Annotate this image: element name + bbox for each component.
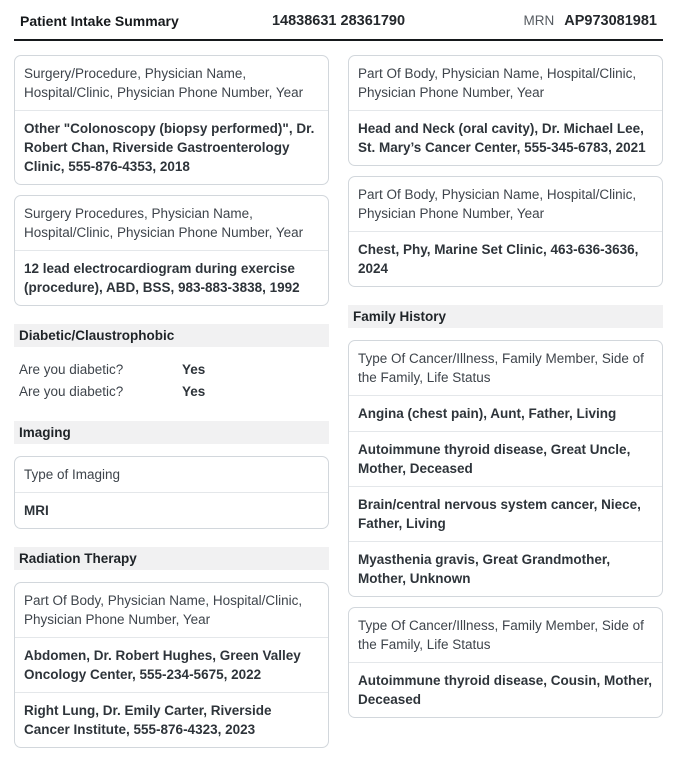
radiation-therapy-card: [14, 582, 329, 748]
family-history-card-1: [348, 340, 663, 597]
section-header-family-history: Family History: [348, 305, 663, 328]
card-data-row: Autoimmune thyroid disease, Cousin, Mother, Deceased: [349, 662, 662, 717]
diabetic-questions: [14, 359, 329, 403]
card-data-row: Abdomen, Dr. Robert Hughes, Green Valley Oncology Center, 555-234-5675, 2022: [15, 637, 328, 692]
page-header: [14, 0, 663, 41]
mrn-value: AP973081981: [564, 13, 657, 29]
section-header-diabetic-claustrophobic: Diabetic/Claustrophobic: [14, 324, 329, 347]
question-row: [14, 359, 329, 381]
page-title: Patient Intake Summary: [20, 13, 179, 29]
question-answer: Yes: [182, 362, 206, 377]
card-data-row: Brain/central nervous system cancer, Niece, Father, Living: [349, 486, 662, 541]
patient-id-numbers: 14838631 28361790: [271, 13, 406, 29]
surgery-procedure-card-2: [14, 195, 329, 306]
family-history-card-2: [348, 607, 663, 718]
right-column: [348, 55, 663, 758]
card-data-row: MRI: [15, 492, 328, 528]
section-header-imaging: Imaging: [14, 421, 329, 444]
card-data-row: Chest, Phy, Marine Set Clinic, 463-636-3636, 2024: [349, 231, 662, 286]
left-column: [14, 55, 329, 758]
card-data-row: Other "Colonoscopy (biopsy performed)", Dr. Robert Chan, Riverside Gastroenterology Clinic, 555-876-4353, 2018: [15, 110, 328, 184]
card-data-row: Autoimmune thyroid disease, Great Uncle, Mother, Deceased: [349, 431, 662, 486]
card-header-row: Surgery Procedures, Physician Name, Hospital/Clinic, Physician Phone Number, Year: [24, 206, 304, 240]
part-of-body-card-1: [348, 55, 663, 166]
card-data-row: Head and Neck (oral cavity), Dr. Michael Lee, St. Mary’s Cancer Center, 555-345-6783, 2021: [349, 110, 662, 165]
card-data-row: Right Lung, Dr. Emily Carter, Riverside Cancer Institute, 555-876-4323, 2023: [15, 692, 328, 747]
content-columns: [14, 55, 663, 758]
section-header-radiation-therapy: Radiation Therapy: [14, 547, 329, 570]
question-row: [14, 381, 329, 403]
card-header-row: Part Of Body, Physician Name, Hospital/Clinic, Physician Phone Number, Year: [24, 593, 303, 627]
card-data-row: Myasthenia gravis, Great Grandmother, Mother, Unknown: [349, 541, 662, 596]
card-header-row: Part Of Body, Physician Name, Hospital/Clinic, Physician Phone Number, Year: [358, 187, 637, 221]
card-header-row: Surgery/Procedure, Physician Name, Hospital/Clinic, Physician Phone Number, Year: [24, 66, 304, 100]
mrn-group: [524, 13, 657, 29]
card-header-row: Type of Imaging: [24, 467, 121, 482]
question-label: Are you diabetic?: [19, 384, 124, 399]
card-header-row: Part Of Body, Physician Name, Hospital/Clinic, Physician Phone Number, Year: [358, 66, 637, 100]
card-data-row: 12 lead electrocardiogram during exercise (procedure), ABD, BSS, 983-883-3838, 1992: [15, 250, 328, 305]
question-label: Are you diabetic?: [19, 362, 124, 377]
mrn-label: MRN: [523, 13, 555, 28]
card-data-row: Angina (chest pain), Aunt, Father, Living: [349, 395, 662, 431]
imaging-card: [14, 456, 329, 529]
card-header-row: Type Of Cancer/Illness, Family Member, Side of the Family, Life Status: [358, 351, 644, 385]
card-header-row: Type Of Cancer/Illness, Family Member, Side of the Family, Life Status: [358, 618, 644, 652]
question-answer: Yes: [182, 384, 206, 399]
part-of-body-card-2: [348, 176, 663, 287]
surgery-procedure-card-1: [14, 55, 329, 185]
